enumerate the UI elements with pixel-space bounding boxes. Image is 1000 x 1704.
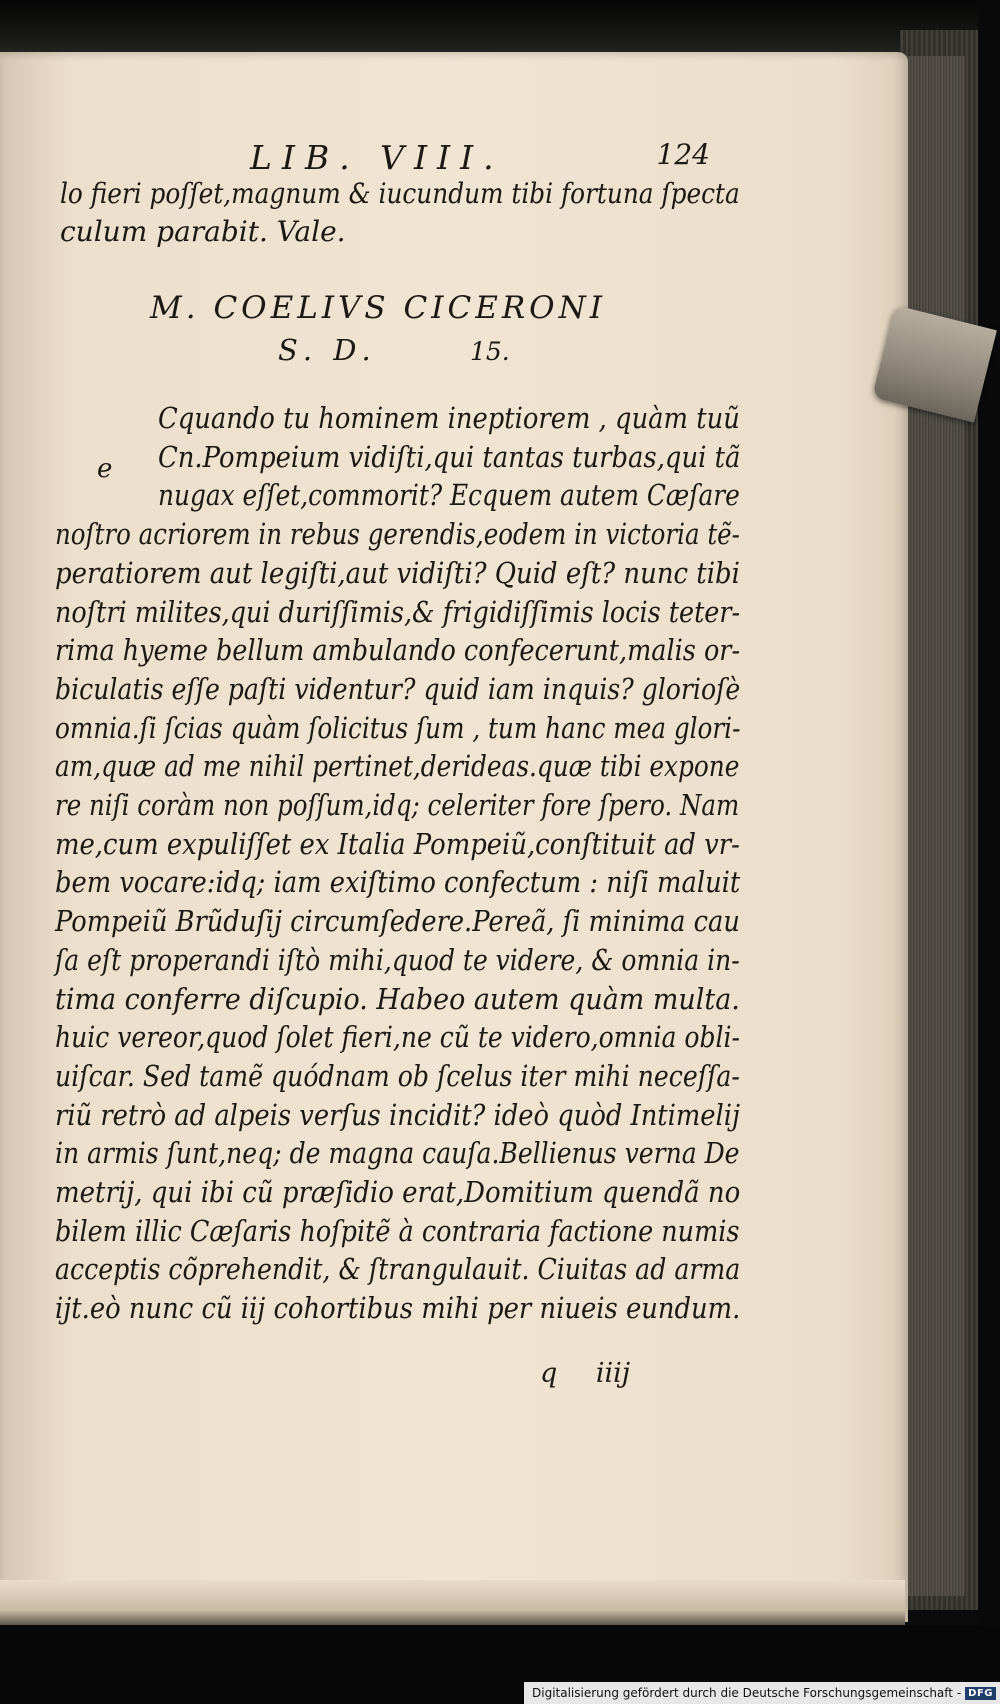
dfg-logo: DFG bbox=[965, 1687, 996, 1700]
letter-body-line: riũ retrò ad alpeis verſus incidit? ideò quòd Intimelij bbox=[55, 1098, 741, 1132]
letter-body-line: bem vocare:idq; iam exiſtimo confectum : niſi maluit bbox=[55, 866, 741, 900]
letter-body-line: Pompeiũ Brũduſij circumſedere.Pereã, ſi minima cau bbox=[55, 905, 740, 939]
signature-mark: q iiij bbox=[540, 1358, 631, 1389]
letter-body-line: metrij, qui ibi cũ præſidio erat,Domitium quendã no bbox=[55, 1176, 741, 1209]
book-page-edges-inner bbox=[905, 56, 965, 1596]
letter-number: 15. bbox=[470, 337, 510, 366]
running-header bbox=[250, 138, 710, 178]
letter-body-line: am,quæ ad me nihil pertinet,derideas.quæ tibi expone bbox=[55, 750, 740, 784]
letter-body-line: acceptis cõprehendit, & ſtrangulauit. Ciuitas ad arma bbox=[55, 1253, 741, 1287]
letter-body-line: uiſcar. Sed tamẽ quódnam ob ſcelus iter mihi neceſſa- bbox=[55, 1059, 740, 1093]
letter-body-line: biculatis eſſe paſti videntur? quid iam inquis? glorioſè bbox=[55, 672, 741, 706]
scanner-top-background bbox=[0, 0, 1000, 60]
page-bottom-shadow bbox=[0, 1580, 905, 1630]
letter-salute: S. D. bbox=[278, 333, 377, 367]
letter-body-line: Cn.Pompeium vidiſti,qui tantas turbas,qui tã bbox=[158, 440, 741, 474]
credit-text: Digitalisierung gefördert durch die Deutsche Forschungsgemeinschaft - bbox=[532, 1686, 962, 1700]
letter-body-line: ſa eſt properandi iſtò mihi,quod te videre, & omnia in- bbox=[55, 943, 740, 977]
digitization-credit bbox=[524, 1682, 1000, 1704]
letter-body-line: nugax eſſet,commorit? Ecquem autem Cæſare bbox=[158, 479, 740, 513]
letter-body-line: Cquando tu hominem ineptiorem , quàm tuũ bbox=[158, 402, 740, 435]
letter-body-line: omnia.ſi ſcias quàm ſolicitus ſum , tum hanc mea glori- bbox=[55, 711, 741, 745]
running-header-book: LIB. VIII. bbox=[250, 138, 504, 177]
marginal-letter: e bbox=[97, 454, 113, 484]
letter-body-line: me,cum expuliſſet ex Italia Pompeiũ,conſtituit ad vr- bbox=[55, 827, 740, 861]
letter-body-line: huic vereor,quod ſolet fieri,ne cũ te videro,omnia obli- bbox=[55, 1021, 740, 1055]
letter-body-line: noſtri milites,qui duriſſimis,& frigidiſſimis locis teter- bbox=[55, 595, 741, 629]
letter-body-line: re niſi coràm non poſſum,idq; celeriter fore ſpero. Nam bbox=[55, 789, 740, 822]
prev-letter-line: culum parabit. Vale. bbox=[60, 215, 346, 248]
letter-body-line: peratiorem aut legiſti,aut vidiſti? Quid eſt? nunc tibi bbox=[55, 556, 740, 590]
letter-heading: M. COELIVS CICERONI bbox=[150, 290, 606, 326]
prev-letter-line: lo fieri poſſet,magnum & iucundum tibi fortuna ſpecta bbox=[60, 177, 740, 210]
scanner-right-background bbox=[978, 0, 1000, 1704]
letter-body-line: rima hyeme bellum ambulando confecerunt,malis or- bbox=[55, 634, 741, 668]
letter-body-line: tima conferre diſcupio. Habeo autem quàm multa. bbox=[55, 982, 740, 1016]
letter-body-line: noſtro acriorem in rebus gerendis,eodem in victoria tẽ- bbox=[55, 518, 740, 552]
letter-body-line: ijt.eò nunc cũ iij cohortibus mihi per niueis eundum. bbox=[55, 1292, 741, 1326]
letter-body-line: bilem illic Cæſaris hoſpitẽ à contraria factione numis bbox=[55, 1214, 740, 1248]
page-number: 124 bbox=[656, 138, 710, 171]
letter-body-line: in armis ſunt,neq; de magna cauſa.Bellienus verna De bbox=[55, 1137, 740, 1171]
